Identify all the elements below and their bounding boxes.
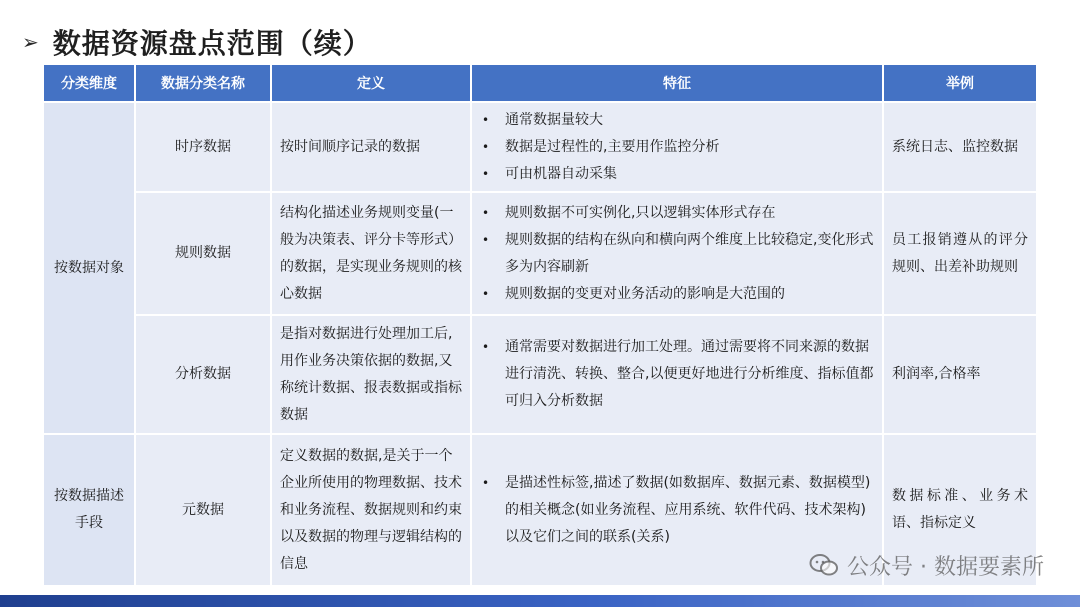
table-header-row (43, 64, 1037, 102)
category-name-cell: 元数据 (135, 434, 271, 586)
wechat-icon (809, 553, 839, 577)
slide-title-text: 数据资源盘点范围（续） (52, 27, 372, 60)
features-cell (471, 192, 883, 315)
dimension-cell: 按数据对象 (43, 102, 135, 434)
watermark-text: 公众号 · 数据要素所 (847, 554, 1044, 580)
feature-item: • 通常需要对数据进行加工处理。通过需要将不同来源的数据进行清洗、转换、整合,以便更好地进行分析维度、指标值都可归入分析数据 (478, 334, 874, 415)
example-cell: 系统日志、监控数据 (883, 102, 1037, 192)
header-category-name: 数据分类名称 (135, 64, 271, 102)
table-row (43, 315, 1037, 434)
bullet-icon: • (482, 166, 490, 181)
header-definition: 定义 (271, 64, 471, 102)
definition-cell: 定义数据的数据,是关于一个企业所使用的物理数据、技术和业务流程、数据规则和约束以及数据的物理与逻辑结构的信息 (271, 434, 471, 586)
example-cell: 利润率,合格率 (883, 315, 1037, 434)
slide-title (22, 22, 372, 62)
bottom-accent-bar (0, 595, 1080, 607)
example-cell: 数据标准、业务术语、指标定义 (883, 434, 1037, 586)
bullet-icon: • (482, 475, 490, 490)
feature-item: • 通常数据量较大 (478, 107, 874, 134)
feature-item: • 规则数据的结构在纵向和横向两个维度上比较稳定,变化形式多为内容刷新 (478, 227, 874, 281)
feature-item: • 数据是过程性的,主要用作监控分析 (478, 134, 874, 161)
bullet-icon: • (482, 286, 490, 301)
definition-cell: 结构化描述业务规则变量(一般为决策表、评分卡等形式）的数据，是实现业务规则的核心数据 (271, 192, 471, 315)
dimension-cell: 按数据描述手段 (43, 434, 135, 586)
features-cell (471, 102, 883, 192)
table-row (43, 102, 1037, 192)
watermark (809, 548, 1044, 582)
bullet-icon: • (482, 340, 490, 354)
bullet-icon: • (482, 205, 490, 220)
definition-cell: 是指对数据进行处理加工后,用作业务决策依据的数据,又称统计数据、报表数据或指标数据 (271, 315, 471, 434)
category-name-cell: 时序数据 (135, 102, 271, 192)
table-row (43, 192, 1037, 315)
features-cell (471, 315, 883, 434)
feature-item: • 可由机器自动采集 (478, 161, 874, 188)
header-features: 特征 (471, 64, 883, 102)
resource-scope-table (42, 63, 1038, 587)
feature-item: • 规则数据不可实例化,只以逻辑实体形式存在 (478, 200, 874, 227)
category-name-cell: 规则数据 (135, 192, 271, 315)
bullet-icon: • (482, 139, 490, 154)
header-dimension: 分类维度 (43, 64, 135, 102)
definition-cell: 按时间顺序记录的数据 (271, 102, 471, 192)
feature-item: • 规则数据的变更对业务活动的影响是大范围的 (478, 281, 874, 308)
category-name-cell: 分析数据 (135, 315, 271, 434)
header-examples: 举例 (883, 64, 1037, 102)
bullet-icon: • (482, 232, 490, 247)
arrow-bullet-icon: ➢ (22, 30, 39, 54)
bullet-icon: • (482, 112, 490, 127)
example-cell: 员工报销遵从的评分规则、出差补助规则 (883, 192, 1037, 315)
feature-item: • 是描述性标签,描述了数据(如数据库、数据元素、数据模型)的相关概念(如业务流程、应用系统、软件代码、技术架构)以及它们之间的联系(关系) (478, 470, 874, 551)
